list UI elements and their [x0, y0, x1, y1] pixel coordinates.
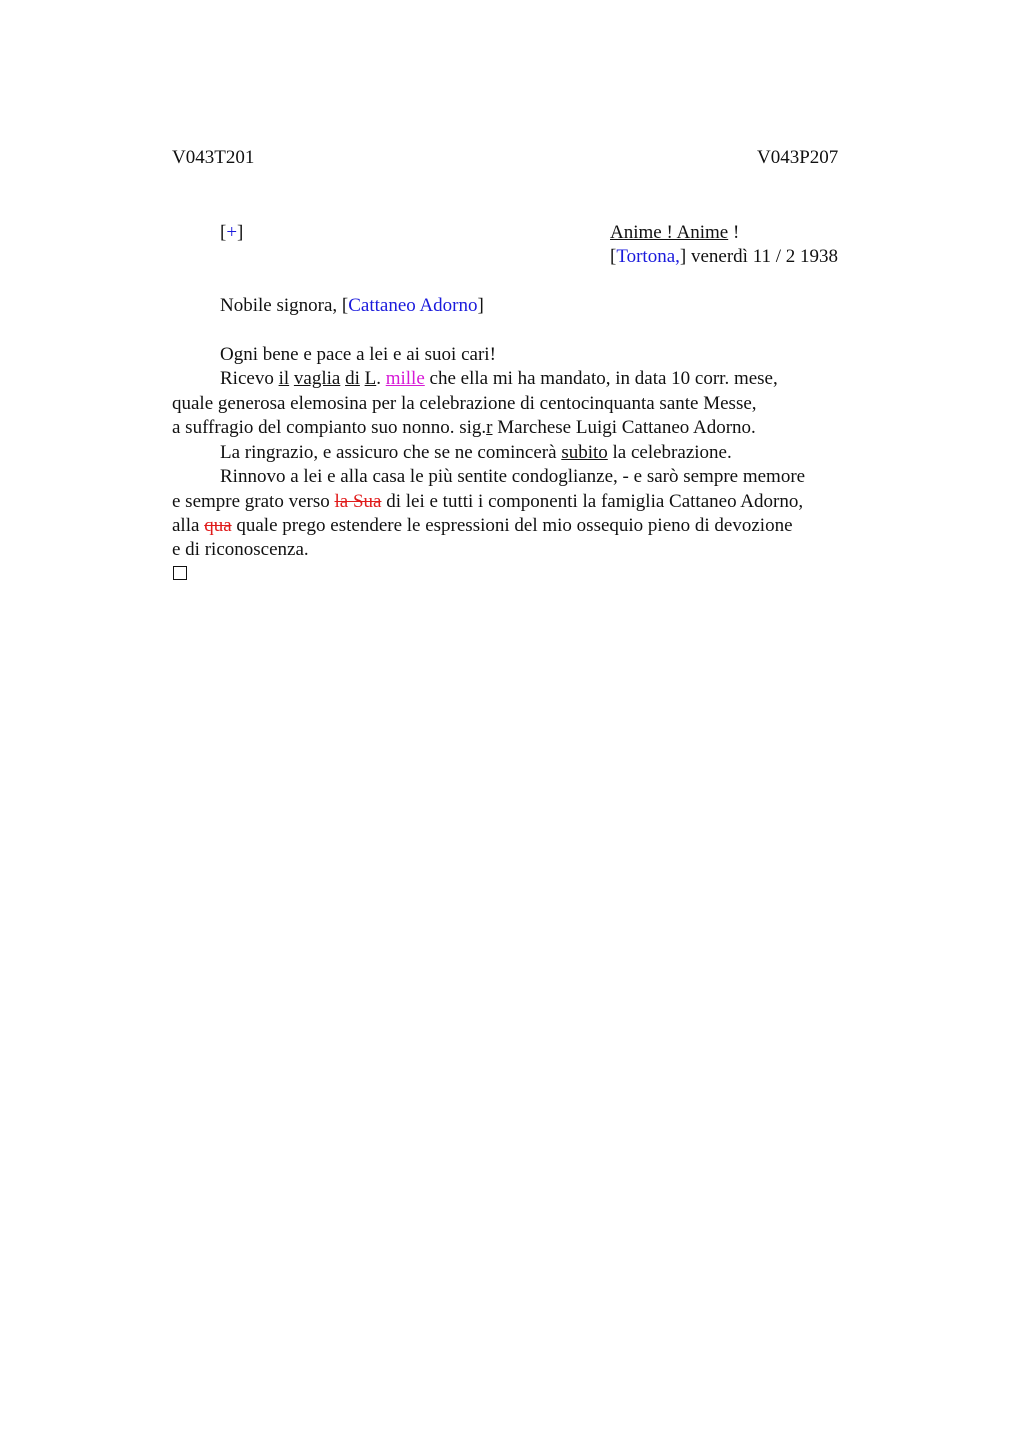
salutation: Nobile signora, [Cattaneo Adorno] — [220, 295, 484, 316]
body-line-2: Ricevo il vaglia di L. mille che ella mi ha mandato, in data 10 corr. mese, — [220, 368, 778, 389]
document-code-left: V043T201 — [172, 147, 255, 168]
amount-word: mille — [385, 368, 425, 389]
plus-sign: + — [226, 222, 238, 243]
document-code-right: V043P207 — [757, 147, 839, 168]
body-line-8: alla qua quale prego estendere le espressioni del mio ossequio pieno di devozione — [172, 515, 793, 536]
place-name: Tortona, — [616, 246, 680, 267]
body-line-1: Ogni bene e pace a lei e ai suoi cari! — [220, 344, 496, 365]
body-line-6: Rinnovo a lei e alla casa le più sentite condoglianze, - e sarò sempre memore — [220, 466, 806, 487]
recipient-name: Cattaneo Adorno — [348, 295, 478, 316]
body-line-4: a suffragio del compianto suo nonno. sig.r Marchese Luigi Cattaneo Adorno. — [172, 417, 756, 438]
deleted-text: la Sua — [334, 491, 382, 512]
body-line-5: La ringrazio, e assicuro che se ne comincerà subito la celebrazione. — [220, 442, 732, 463]
end-of-text-box-icon — [173, 566, 187, 580]
deleted-text: qua — [204, 515, 232, 536]
body-line-3: quale generosa elemosina per la celebrazione di centocinquanta sante Messe, — [172, 393, 757, 414]
place-date: [Tortona,] venerdì 11 / 2 1938 — [610, 246, 839, 267]
body-line-7: e sempre grato verso la Sua di lei e tutti i componenti la famiglia Cattaneo Adorno, — [172, 491, 804, 512]
cross-marker: [+] — [220, 222, 244, 243]
letter-date: venerdì 11 / 2 1938 — [686, 246, 839, 267]
body-line-9: e di riconoscenza. — [172, 539, 309, 560]
motto: Anime ! Anime ! — [610, 222, 740, 243]
